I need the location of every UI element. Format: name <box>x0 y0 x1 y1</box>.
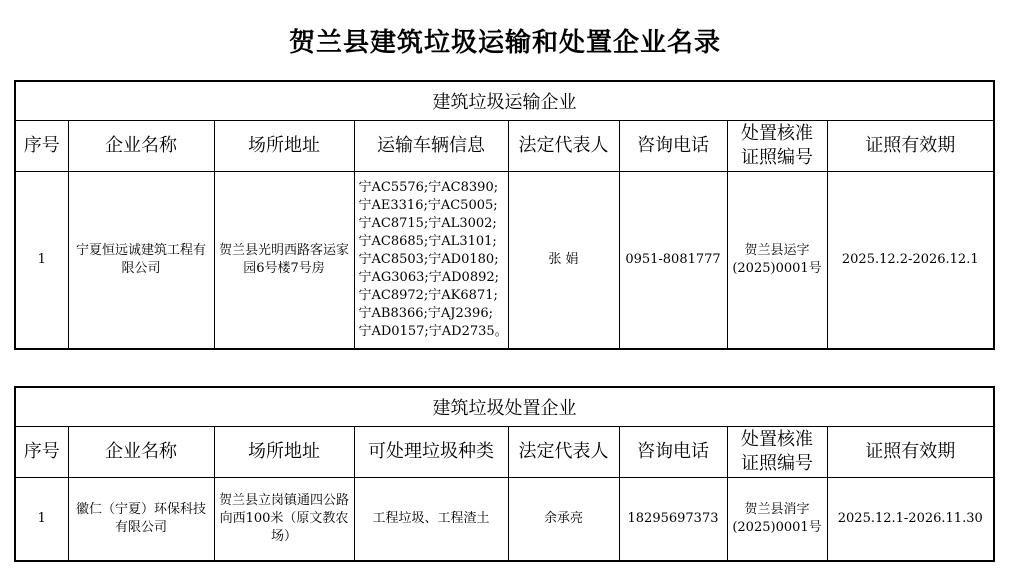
vehicle-line: 宁AC5576;宁AC8390; <box>358 180 499 195</box>
header-validity: 证照有效期 <box>827 121 994 172</box>
cell-phone: 0951-8081777 <box>619 172 727 350</box>
cell-no: 1 <box>15 478 68 562</box>
header-rep: 法定代表人 <box>508 427 619 478</box>
header-phone: 咨询电话 <box>619 427 727 478</box>
header-license-line2: 证照编号 <box>741 147 813 168</box>
transport-table <box>14 80 995 350</box>
header-name: 企业名称 <box>68 121 214 172</box>
disposal-section-title: 建筑垃圾处置企业 <box>15 387 994 427</box>
table-row <box>15 172 994 350</box>
cell-waste-types: 工程垃圾、工程渣土 <box>354 478 508 562</box>
table-row <box>15 478 994 562</box>
cell-validity: 2025.12.2-2026.12.1 <box>827 172 994 350</box>
cell-license: 贺兰县运字(2025)0001号 <box>727 172 827 350</box>
header-license <box>727 121 827 172</box>
vehicle-line: 宁AB8366;宁AJ2396; <box>358 306 493 321</box>
disposal-table <box>14 386 995 562</box>
cell-phone: 18295697373 <box>619 478 727 562</box>
cell-rep: 张 娟 <box>508 172 619 350</box>
vehicle-line: 宁AC8972;宁AK6871; <box>358 288 498 303</box>
header-waste-types: 可处理垃圾种类 <box>354 427 508 478</box>
cell-rep: 余承亮 <box>508 478 619 562</box>
cell-vehicles <box>354 172 508 350</box>
vehicle-line: 宁AE3316;宁AC5005; <box>358 198 498 213</box>
header-no: 序号 <box>15 121 68 172</box>
cell-validity: 2025.12.1-2026.11.30 <box>827 478 994 562</box>
cell-name: 宁夏恒远诚建筑工程有限公司 <box>68 172 214 350</box>
header-license <box>727 427 827 478</box>
cell-no: 1 <box>15 172 68 350</box>
header-license-line2: 证照编号 <box>741 453 813 474</box>
page-title: 贺兰县建筑垃圾运输和处置企业名录 <box>288 28 721 58</box>
vehicle-line: 宁AC8685;宁AL3101; <box>358 234 497 249</box>
vehicle-line: 宁AG3063;宁AD0892; <box>358 270 500 285</box>
cell-address: 贺兰县光明西路客运家园6号楼7号房 <box>214 172 354 350</box>
header-address: 场所地址 <box>214 121 354 172</box>
cell-license: 贺兰县消字(2025)0001号 <box>727 478 827 562</box>
transport-section-title: 建筑垃圾运输企业 <box>15 81 994 121</box>
vehicle-line: 宁AC8503;宁AD0180; <box>358 252 499 267</box>
header-phone: 咨询电话 <box>619 121 727 172</box>
header-no: 序号 <box>15 427 68 478</box>
header-license-line1: 处置核准 <box>741 429 813 450</box>
header-vehicles: 运输车辆信息 <box>354 121 508 172</box>
header-name: 企业名称 <box>68 427 214 478</box>
cell-name: 徽仁（宁夏）环保科技有限公司 <box>68 478 214 562</box>
cell-address: 贺兰县立岗镇通四公路向西100米（原文教农场） <box>214 478 354 562</box>
header-validity: 证照有效期 <box>827 427 994 478</box>
vehicle-line: 宁AD0157;宁AD2735。 <box>358 324 508 339</box>
vehicle-line: 宁AC8715;宁AL3002; <box>358 216 497 231</box>
header-license-line1: 处置核准 <box>741 123 813 144</box>
header-address: 场所地址 <box>214 427 354 478</box>
header-rep: 法定代表人 <box>508 121 619 172</box>
